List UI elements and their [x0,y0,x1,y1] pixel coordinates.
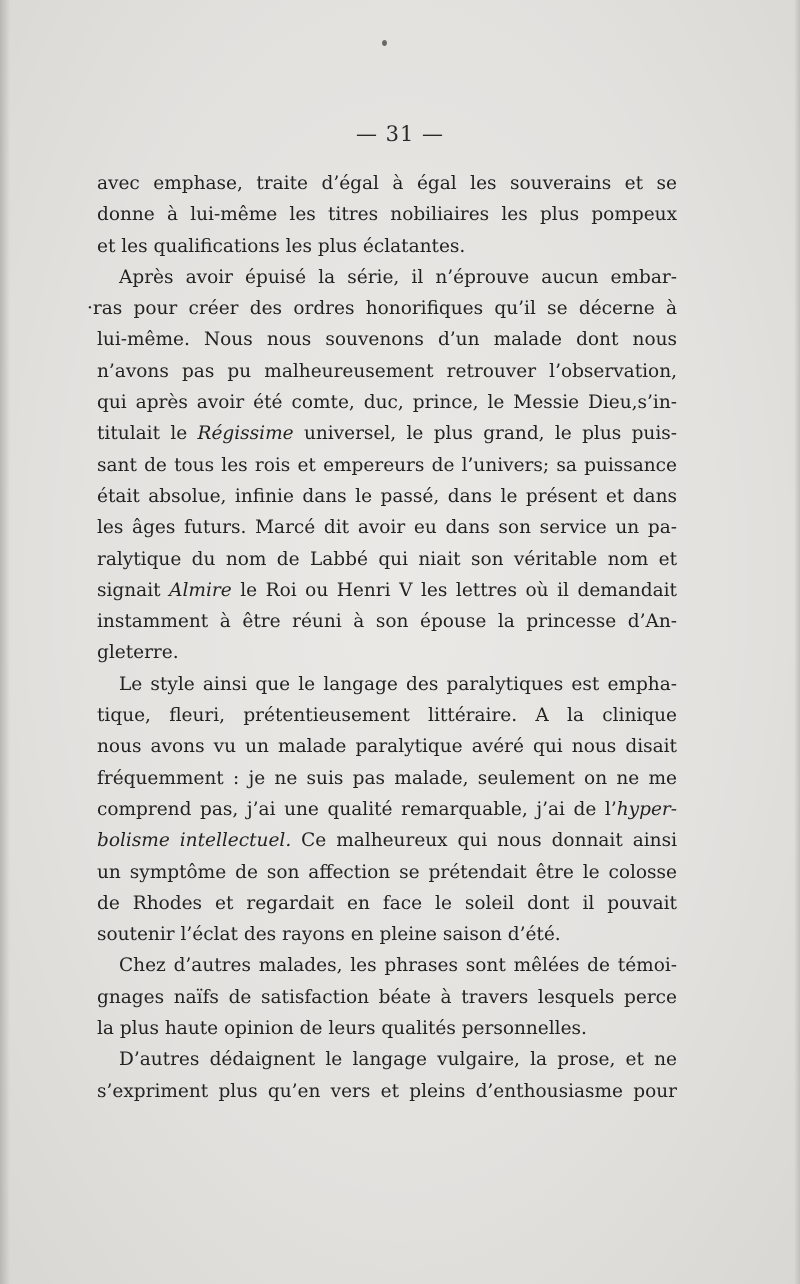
body-text [87,168,677,1107]
text-line: Après avoir épuisé la série, il n’éprouve aucun embar- [119,266,677,288]
text-line [97,418,677,449]
text-line [97,575,677,606]
text-fragment: comprend pas, j’ai une qualité remarquable, j’ai de l’ [97,798,617,820]
text-line: gleterre. [97,642,179,664]
text-line: Chez d’autres malades, les phrases sont mêlées de témoi- [119,955,677,977]
text-line: sant de tous les rois et empereurs de l’univers; sa puissance [97,454,677,476]
italic-term: Almire [169,579,232,601]
page-number: — 31 — [355,122,445,146]
italic-term: hyper- [616,798,677,820]
text-line: soutenir l’éclat des rayons en pleine saison d’été. [97,924,561,946]
text-line [97,794,677,825]
text-fragment: signait [97,579,161,601]
text-line: Le style ainsi que le langage des paralytiques est empha- [119,673,677,695]
text-line: gnages naïfs de satisfaction béate à travers lesquels perce [97,986,677,1008]
text-fragment: Ce malheureux qui nous donnait ainsi [301,830,677,852]
text-line: fréquemment : je ne suis pas malade, seulement on ne me [97,767,677,789]
text-line: instamment à être réuni à son épouse la princesse d’An- [97,611,677,633]
ink-speck [382,40,387,46]
text-line: était absolue, infinie dans le passé, dans le présent et dans [97,485,677,507]
text-fragment: universel, le plus grand, le plus puis- [303,423,677,445]
text-line: nous avons vu un malade paralytique avéré qui nous disait [97,736,677,758]
text-line: n’avons pas pu malheureusement retrouver l’observation, [97,360,677,382]
text-line: de Rhodes et regardait en face le soleil dont il pouvait [97,892,677,914]
text-line: D’autres dédaignent le langage vulgaire, la prose, et ne [119,1049,677,1071]
text-line: les âges futurs. Marcé dit avoir eu dans son service un pa- [97,517,677,539]
text-line: avec emphase, traite d’égal à égal les souverains et se [97,173,677,194]
text-fragment: le Roi ou Henri V les lettres où il demandait [240,579,677,601]
text-line: un symptôme de son affection se prétendait être le colosse [97,861,677,883]
page-right-edge-shadow [794,0,800,1284]
text-line: qui après avoir été comte, duc, prince, le Messie Dieu,s’in- [97,392,677,414]
text-line: et les qualifications les plus éclatantes. [97,235,466,257]
text-line: s’expriment plus qu’en vers et pleins d’enthousiasme pour [97,1080,677,1102]
page-left-edge-shadow [0,0,10,1284]
italic-term: bolisme intellectuel. [97,830,292,852]
text-line [97,825,677,856]
text-line: lui-même. Nous nous souvenons d’un malade dont nous [97,329,677,351]
text-line: donne à lui-même les titres nobiliaires les plus pompeux [97,204,677,226]
text-fragment: titulait le [97,423,188,445]
text-line: ·ras pour créer des ordres honorifiques qu’il se décerne à [87,298,677,320]
text-line: ralytique du nom de Labbé qui niait son véritable nom et [97,548,677,570]
text-line: la plus haute opinion de leurs qualités personnelles. [97,1018,587,1040]
italic-term: Régissime [197,423,294,445]
text-line: tique, fleuri, prétentieusement littéraire. A la clinique [97,705,677,727]
